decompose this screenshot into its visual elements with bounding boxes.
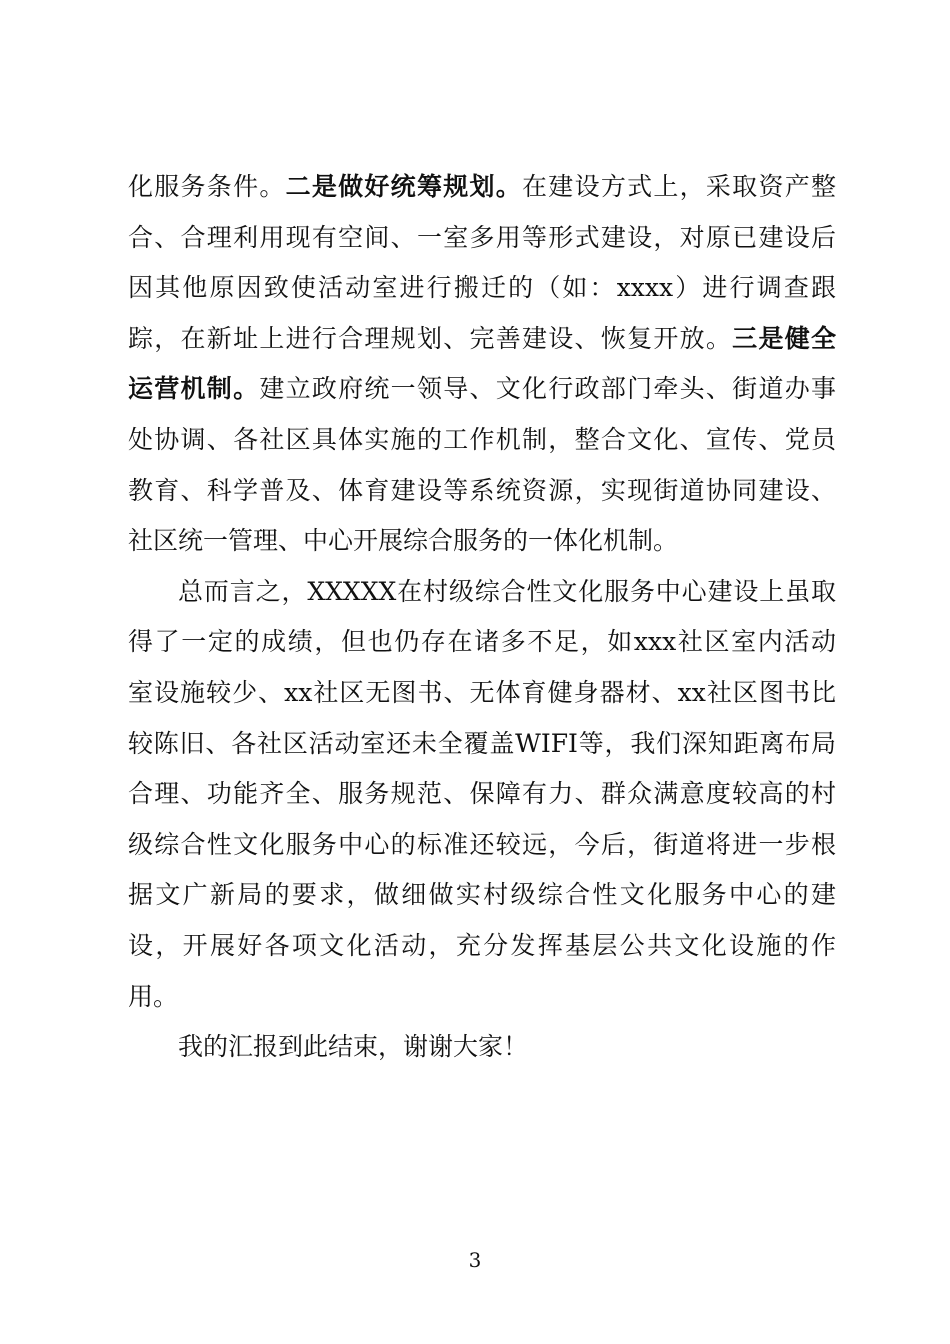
text-run: 建立政府统一领导、文化行政部门牵头、街道办事 xyxy=(259,374,836,404)
paragraph-1-line-1 xyxy=(128,162,836,213)
paragraph-1-line-7: 教育、科学普及、体育建设等系统资源，实现街道协同建设、 xyxy=(128,475,836,505)
text-run: 在建设方式上，采取资产整 xyxy=(522,172,836,201)
paragraph-2-line-5: 合理、功能齐全、服务规范、保障有力、群众满意度较高的村 xyxy=(128,779,836,809)
paragraph-2-line-9: 用。 xyxy=(128,981,179,1011)
bold-heading-mechanism-part1: 三是健全 xyxy=(732,323,836,353)
paragraph-2-line-8: 设，开展好各项文化活动，充分发挥基层公共文化设施的作 xyxy=(128,930,836,960)
paragraph-1-line-3: 因其他原因致使活动室进行搬迁的（如：xxxx）进行调查跟 xyxy=(128,273,836,303)
body-text xyxy=(128,162,836,1073)
bold-heading-planning: 二是做好统筹规划。 xyxy=(285,172,523,201)
paragraph-1-line-6: 处协调、各社区具体实施的工作机制，整合文化、宣传、党员 xyxy=(128,424,836,454)
paragraph-1-line-4 xyxy=(128,314,836,365)
paragraph-3-line-1: 我的汇报到此结束，谢谢大家！ xyxy=(178,1032,529,1062)
paragraph-1-line-5 xyxy=(128,364,836,415)
text-run: 化服务条件。 xyxy=(128,172,286,201)
paragraph-2-line-1: 总而言之，XXXXX在村级综合性文化服务中心建设上虽取 xyxy=(178,576,836,606)
paragraph-2-line-2: 得了一定的成绩，但也仍存在诸多不足，如xxx社区室内活动 xyxy=(128,627,836,657)
paragraph-2-line-7: 据文广新局的要求，做细做实村级综合性文化服务中心的建 xyxy=(128,880,836,910)
bold-heading-mechanism-part2: 运营机制。 xyxy=(128,374,260,404)
paragraph-1-line-2: 合、合理利用现有空间、一室多用等形式建设，对原已建设后 xyxy=(128,222,836,252)
page-number: 3 xyxy=(468,1248,482,1272)
paragraph-1-line-8: 社区统一管理、中心开展综合服务的一体化机制。 xyxy=(128,526,679,556)
paragraph-2-line-6: 级综合性文化服务中心的标准还较远，今后，街道将进一步根 xyxy=(128,829,836,859)
paragraph-2-line-4: 较陈旧、各社区活动室还未全覆盖WIFI等，我们深知距离布局 xyxy=(128,728,836,758)
paragraph-2-line-3: 室设施较少、xx社区无图书、无体育健身器材、xx社区图书比 xyxy=(128,677,836,707)
text-run: 踪，在新址上进行合理规划、完善建设、恢复开放。 xyxy=(128,323,733,353)
